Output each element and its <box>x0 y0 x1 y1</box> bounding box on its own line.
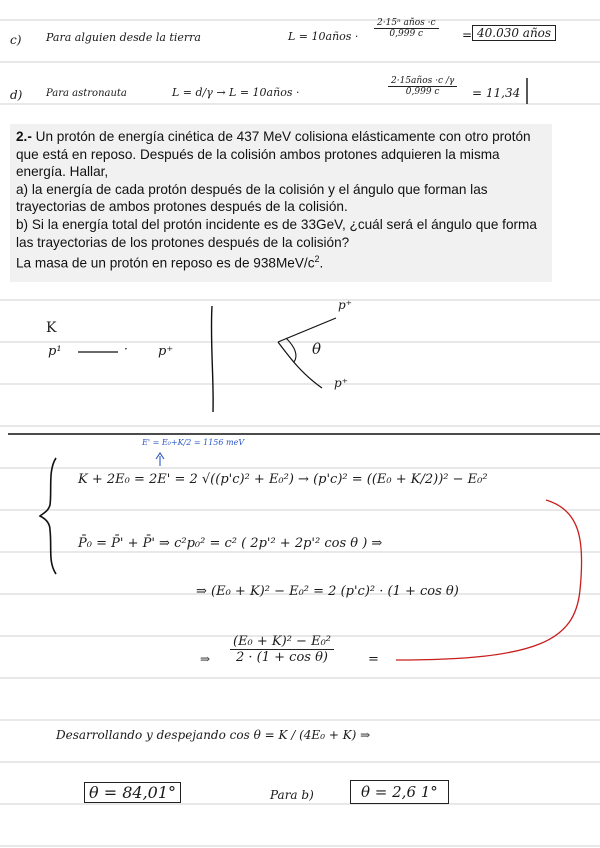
diagram-p-left: p¹ <box>48 344 62 359</box>
diagram-dot: · <box>124 342 128 356</box>
mass-note-exp: 2 <box>314 254 320 265</box>
note-c-text: Para alguien desde la tierra <box>46 31 201 44</box>
derivation-line-2: P̄₀ = P̄' + P̄' ⇒ c²p₀² = c² ( 2p'² + 2p'² cos θ ) ⇒ <box>78 536 383 551</box>
mass-note-text: La masa de un protón en reposo es de 938MeV/c <box>16 255 315 271</box>
problem-text: Un protón de energía cinética de 437 MeV colisiona elásticamente con otro protón que está en reposo. Después de la colisión ambos protones adquieren la misma energía. Hallar, <box>16 129 531 180</box>
diagram-p-top: p⁺ <box>338 298 353 312</box>
derivation-blue-note: E' = E₀+K/2 = 1156 meV <box>142 438 245 447</box>
note-d-frac-den: 0,999 c <box>405 87 440 97</box>
answer-a: θ = 84,01° <box>84 782 181 803</box>
note-c-label: c) <box>10 33 22 47</box>
note-c-frac-den: 0,999 c <box>389 29 424 39</box>
problem-part-a: a) la energía de cada protón después de la colisión y el ángulo que forman las trayectorias de ambos protones después de la colisión. <box>16 181 488 215</box>
diagram-p-bottom: p⁺ <box>334 376 349 390</box>
note-d-formula: L = d/γ → L = 10años · <box>172 86 300 99</box>
note-c-result: 40.030 años <box>472 25 556 41</box>
problem-mass-note: La masa de un protón en reposo es de $938MeV/c^2$. <box>16 254 324 271</box>
problem-part-b: b) Si la energía total del protón incidente es de 33GeV, ¿cuál será el ángulo que forma las trayectorias de los protones después de la colisión? <box>16 216 537 250</box>
derivation-develop-text: Desarrollando y despejando cos θ = K / (4E₀ + K) ⇒ <box>56 728 371 742</box>
para-b-label: Para b) <box>270 788 314 802</box>
line4-den: 2 · (1 + cos θ) <box>236 650 328 665</box>
note-d-fraction <box>388 76 457 97</box>
note-c-frac-num: 2·15ⁿ años ·c <box>374 18 439 29</box>
note-c-equals: = <box>462 28 473 42</box>
note-d-frac-num: 2·15años ·c /γ <box>388 76 457 87</box>
note-c-formula: L = 10años · <box>288 30 359 43</box>
derivation-line-4-fraction <box>230 634 334 665</box>
note-d-label: d) <box>10 88 23 102</box>
problem-intro <box>16 128 548 181</box>
derivation-line-1: K + 2E₀ = 2E' = 2 √((p'c)² + E₀²) → (p'c)² = ((E₀ + K/2))² − E₀² <box>78 472 488 487</box>
note-d-result: = 11,34 <box>472 86 521 100</box>
note-c-fraction <box>374 18 439 39</box>
problem-statement <box>10 124 552 282</box>
line4-num: (E₀ + K)² − E₀² <box>230 634 334 650</box>
answer-b: θ = 2,6 1° <box>350 780 449 804</box>
derivation-line-4-arrow: ⇒ <box>200 652 211 666</box>
derivation-line-4-eq: = <box>368 652 379 667</box>
diagram-theta: θ <box>312 340 322 358</box>
problem-number: 2.- <box>16 129 32 144</box>
derivation-line-3: ⇒ (E₀ + K)² − E₀² = 2 (p'c)² · (1 + cos θ) <box>196 584 459 599</box>
diagram-k-label: K <box>46 320 57 336</box>
note-d-text: Para astronauta <box>46 88 127 99</box>
diagram-p-mid: p⁺ <box>158 344 174 359</box>
